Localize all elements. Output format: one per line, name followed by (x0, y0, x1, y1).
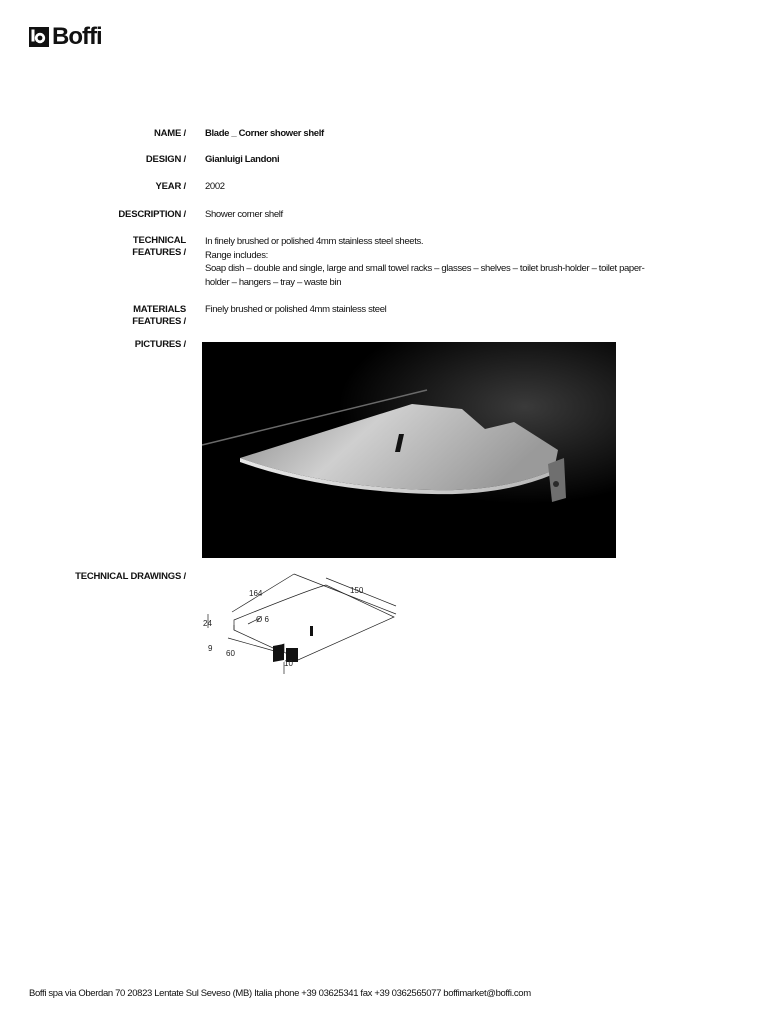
boffi-logo-icon (29, 27, 49, 47)
footer-contact: Boffi spa via Oberdan 70 20823 Lentate Sul Seveso (MB) Italia phone +39 03625341 fax +39 0362565077 boffimarket@boffi.com (29, 988, 531, 999)
name-label: NAME / (153, 128, 186, 139)
dim-9: 9 (208, 644, 213, 653)
pictures-label: PICTURES / (134, 339, 186, 350)
design-label: DESIGN / (145, 154, 186, 165)
corner-shelf-illustration (202, 342, 616, 558)
dim-164: 164 (249, 589, 263, 598)
brand-logo (29, 23, 102, 50)
name-value: Blade _ Corner shower shelf (205, 128, 324, 139)
dim-60: 60 (226, 649, 235, 658)
dim-24: 24 (203, 619, 212, 628)
description-value: Shower corner shelf (205, 209, 283, 220)
description-label: DESCRIPTION / (118, 209, 186, 220)
technical-label-line-1: TECHNICAL (132, 235, 186, 246)
year-label: YEAR / (155, 181, 186, 192)
dim-10: 10 (284, 659, 293, 668)
product-photo (202, 342, 616, 558)
design-value: Gianluigi Landoni (205, 154, 280, 165)
materials-value: Finely brushed or polished 4mm stainless steel (205, 304, 387, 315)
technical-drawings-label: TECHNICAL DRAWINGS / (75, 571, 186, 582)
dim-6: Ø 6 (256, 615, 269, 624)
materials-label-line-2: FEATURES / (132, 316, 186, 327)
technical-label-line-2: FEATURES / (132, 247, 186, 258)
technical-line-4: holder – hangers – tray – waste bin (205, 277, 342, 288)
technical-line-2: Range includes: (205, 250, 268, 261)
materials-label-line-1: MATERIALS (133, 304, 186, 315)
technical-line-3: Soap dish – double and single, large and small towel racks – glasses – shelves – toilet brush-holder – toilet paper- (205, 263, 645, 274)
dim-150: 150 (350, 586, 364, 595)
technical-drawing (198, 570, 400, 675)
brand-name: Boffi (52, 23, 102, 50)
year-value: 2002 (205, 181, 225, 192)
technical-line-1: In finely brushed or polished 4mm stainless steel sheets. (205, 236, 424, 247)
